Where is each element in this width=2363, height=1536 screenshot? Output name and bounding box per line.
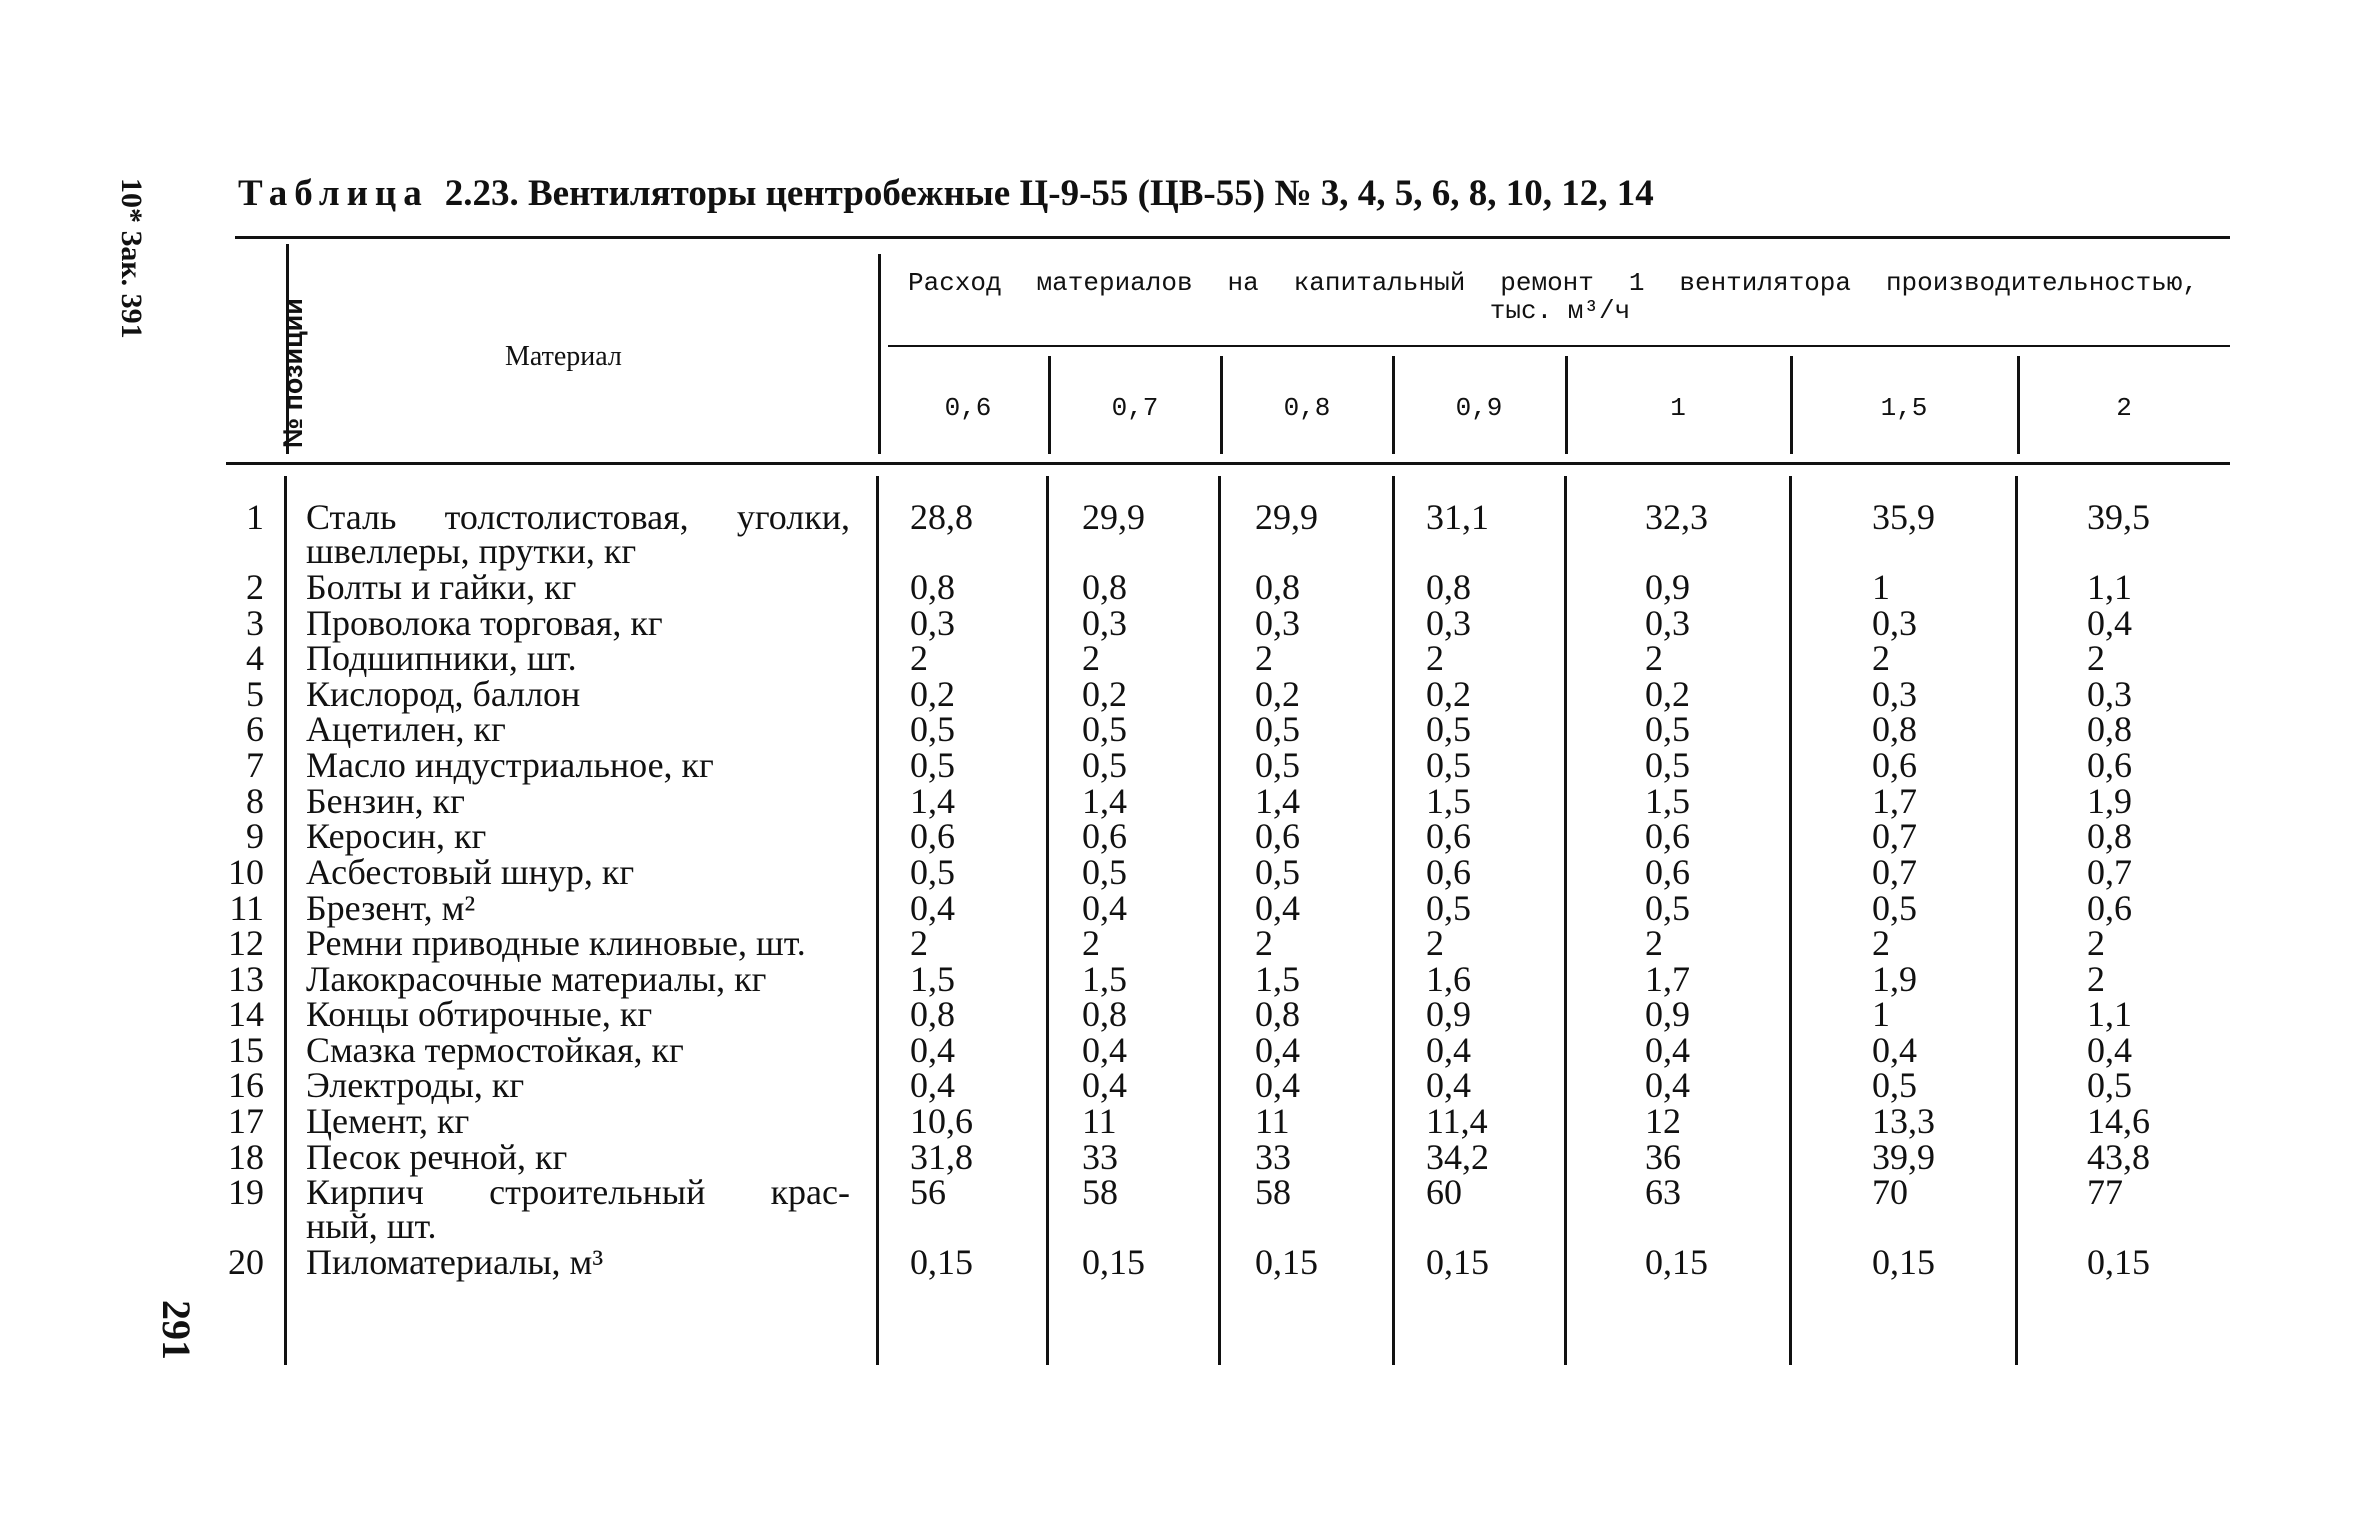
- table-title-lead: Таблица: [238, 173, 429, 214]
- consumption-value: 0,5: [2087, 1065, 2132, 1105]
- consumption-value: 0,8: [1872, 709, 1917, 749]
- consumption-value: 0,8: [2087, 709, 2132, 749]
- position-number: 2: [246, 567, 264, 607]
- consumption-value: 58: [1255, 1172, 1291, 1212]
- position-number: 16: [228, 1065, 264, 1105]
- capacity-header: 0,9: [1455, 393, 1503, 423]
- consumption-value: 0,6: [2087, 888, 2132, 928]
- header-bottom-rule: [226, 462, 2230, 465]
- material-name: Концы обтирочные, кг: [306, 994, 653, 1034]
- consumption-value: 0,4: [910, 888, 955, 928]
- consumption-value: 1,1: [2087, 994, 2132, 1034]
- consumption-value: 0,2: [1426, 674, 1471, 714]
- material-name: Цемент, кг: [306, 1101, 470, 1141]
- capacity-header: 0,8: [1283, 393, 1331, 423]
- consumption-value: 0,15: [1645, 1242, 1708, 1282]
- consumption-value: 0,6: [1426, 816, 1471, 856]
- consumption-value: 0,6: [1255, 816, 1300, 856]
- consumption-value: 0,5: [1255, 745, 1300, 785]
- consumption-value: 1,5: [1645, 781, 1690, 821]
- position-column-header: № позиции: [278, 298, 308, 448]
- consumption-value: 0,4: [1082, 1030, 1127, 1070]
- consumption-value: 39,9: [1872, 1137, 1935, 1177]
- position-number: 19: [228, 1172, 264, 1212]
- material-name: Масло индустриальное, кг: [306, 745, 714, 785]
- consumption-value: 1,1: [2087, 567, 2132, 607]
- consumption-value: 0,4: [1255, 888, 1300, 928]
- consumption-value: 0,5: [1645, 709, 1690, 749]
- position-number: 8: [246, 781, 264, 821]
- consumption-value: 0,15: [1872, 1242, 1935, 1282]
- consumption-value: 0,15: [1082, 1242, 1145, 1282]
- consumption-value: 2: [1426, 638, 1444, 678]
- column-divider: [1564, 476, 1567, 1365]
- material-name: Песок речной, кг: [306, 1137, 568, 1177]
- consumption-value: 0,8: [1082, 994, 1127, 1034]
- position-number: 7: [246, 745, 264, 785]
- caption-rule: [888, 345, 2230, 347]
- consumption-value: 1,4: [1255, 781, 1300, 821]
- capacity-header: 2: [2116, 393, 2132, 423]
- capacity-header: 0,7: [1111, 393, 1159, 423]
- column-divider: [876, 476, 879, 1365]
- material-name-continued: ный, шт.: [306, 1206, 437, 1246]
- consumption-value: 1,5: [1255, 959, 1300, 999]
- consumption-value: 0,7: [2087, 852, 2132, 892]
- consumption-value: 0,6: [1645, 852, 1690, 892]
- consumption-value: 58: [1082, 1172, 1118, 1212]
- consumption-value: 0,6: [1872, 745, 1917, 785]
- consumption-value: 32,3: [1645, 497, 1708, 537]
- consumption-value: 35,9: [1872, 497, 1935, 537]
- consumption-value: 0,5: [1872, 888, 1917, 928]
- table-title-text: 2.23. Вентиляторы центробежные Ц-9-55 (ЦВ-55) № 3, 4, 5, 6, 8, 10, 12, 14: [444, 173, 1654, 214]
- material-name: Бензин, кг: [306, 781, 465, 821]
- consumption-value: 0,4: [1255, 1030, 1300, 1070]
- column-divider: [1392, 476, 1395, 1365]
- consumption-value: 1,6: [1426, 959, 1471, 999]
- consumption-value: 0,6: [910, 816, 955, 856]
- consumption-value: 34,2: [1426, 1137, 1489, 1177]
- consumption-value: 1,5: [910, 959, 955, 999]
- page-number: 291: [154, 1300, 199, 1360]
- consumption-value: 0,3: [1255, 603, 1300, 643]
- consumption-value: 0,8: [2087, 816, 2132, 856]
- material-name: Брезент, м²: [306, 888, 476, 928]
- consumption-value: 0,5: [1426, 709, 1471, 749]
- consumption-value: 1,4: [910, 781, 955, 821]
- material-name: Керосин, кг: [306, 816, 487, 856]
- consumption-value: 0,9: [1645, 567, 1690, 607]
- consumption-value: 0,2: [1255, 674, 1300, 714]
- consumption-caption: Расход материалов на капитальный ремонт 1 вентилятора производительностью,: [908, 268, 2198, 298]
- consumption-value: 2: [1645, 638, 1663, 678]
- consumption-value: 0,3: [910, 603, 955, 643]
- consumption-value: 0,4: [2087, 603, 2132, 643]
- consumption-value: 2: [1872, 923, 1890, 963]
- consumption-value: 2: [1082, 638, 1100, 678]
- consumption-value: 0,8: [1082, 567, 1127, 607]
- consumption-value: 2: [2087, 638, 2105, 678]
- consumption-value: 36: [1645, 1137, 1681, 1177]
- column-divider: [1789, 476, 1792, 1365]
- consumption-value: 1: [1872, 994, 1890, 1034]
- position-number: 11: [229, 888, 264, 928]
- consumption-value: 2: [1255, 638, 1273, 678]
- consumption-value: 0,6: [1645, 816, 1690, 856]
- consumption-value: 43,8: [2087, 1137, 2150, 1177]
- consumption-value: 0,5: [910, 709, 955, 749]
- consumption-value: 1,9: [2087, 781, 2132, 821]
- position-number: 9: [246, 816, 264, 856]
- consumption-value: 29,9: [1082, 497, 1145, 537]
- position-number: 20: [228, 1242, 264, 1282]
- consumption-value: 2: [1645, 923, 1663, 963]
- consumption-value: 1,9: [1872, 959, 1917, 999]
- position-number: 10: [228, 852, 264, 892]
- consumption-value: 1,7: [1872, 781, 1917, 821]
- material-name: Лакокрасочные материалы, кг: [306, 959, 767, 999]
- table-title: [238, 172, 1654, 215]
- consumption-value: 2: [2087, 959, 2105, 999]
- consumption-value: 10,6: [910, 1101, 973, 1141]
- consumption-value: 0,2: [1082, 674, 1127, 714]
- consumption-value: 0,6: [1426, 852, 1471, 892]
- material-name: Кирпич строительный крас-: [306, 1172, 850, 1212]
- consumption-value: 0,4: [1082, 1065, 1127, 1105]
- consumption-value: 0,5: [910, 852, 955, 892]
- consumption-value: 11: [1082, 1101, 1117, 1141]
- consumption-value: 0,9: [1645, 994, 1690, 1034]
- column-divider: [284, 476, 287, 1365]
- consumption-value: 0,4: [1645, 1065, 1690, 1105]
- consumption-value: 0,3: [1426, 603, 1471, 643]
- consumption-value: 2: [2087, 923, 2105, 963]
- material-name-continued: швеллеры, прутки, кг: [306, 531, 637, 571]
- consumption-value: 0,3: [1872, 603, 1917, 643]
- consumption-value: 63: [1645, 1172, 1681, 1212]
- consumption-value: 70: [1872, 1172, 1908, 1212]
- column-divider: [878, 254, 881, 454]
- consumption-value: 2: [1426, 923, 1444, 963]
- consumption-value: 0,5: [1255, 852, 1300, 892]
- column-divider: [2015, 476, 2018, 1365]
- position-number: 6: [246, 709, 264, 749]
- consumption-value: 0,8: [910, 567, 955, 607]
- consumption-value: 0,3: [2087, 674, 2132, 714]
- consumption-value: 0,8: [1426, 567, 1471, 607]
- consumption-value: 11: [1255, 1101, 1290, 1141]
- consumption-value: 2: [910, 638, 928, 678]
- consumption-value: 0,5: [1082, 852, 1127, 892]
- position-number: 4: [246, 638, 264, 678]
- material-name: Болты и гайки, кг: [306, 567, 577, 607]
- consumption-value: 0,2: [1645, 674, 1690, 714]
- material-name: Смазка термостойкая, кг: [306, 1030, 684, 1070]
- consumption-value: 0,3: [1645, 603, 1690, 643]
- position-number: 13: [228, 959, 264, 999]
- consumption-value: 1,7: [1645, 959, 1690, 999]
- consumption-value: 56: [910, 1172, 946, 1212]
- consumption-value: 0,6: [2087, 745, 2132, 785]
- consumption-value: 33: [1082, 1137, 1118, 1177]
- consumption-value: 39,5: [2087, 497, 2150, 537]
- consumption-value: 1,5: [1082, 959, 1127, 999]
- consumption-value: 60: [1426, 1172, 1462, 1212]
- consumption-value: 31,8: [910, 1137, 973, 1177]
- column-divider: [1046, 476, 1049, 1365]
- consumption-value: 0,7: [1872, 816, 1917, 856]
- consumption-value: 0,15: [2087, 1242, 2150, 1282]
- consumption-value: 14,6: [2087, 1101, 2150, 1141]
- position-number: 18: [228, 1137, 264, 1177]
- side-note: 10* Зак. 391: [115, 178, 148, 339]
- consumption-value: 0,8: [1255, 567, 1300, 607]
- consumption-value: 0,4: [910, 1030, 955, 1070]
- position-number: 12: [228, 923, 264, 963]
- consumption-value: 0,5: [1426, 745, 1471, 785]
- consumption-caption-unit: тыс. м³/ч: [1489, 296, 1631, 326]
- material-name: Кислород, баллон: [306, 674, 581, 714]
- consumption-value: 2: [1255, 923, 1273, 963]
- material-name: Электроды, кг: [306, 1065, 525, 1105]
- capacity-header: 1,5: [1880, 393, 1928, 423]
- consumption-value: 2: [1082, 923, 1100, 963]
- consumption-value: 0,4: [1426, 1030, 1471, 1070]
- consumption-value: 0,4: [1426, 1065, 1471, 1105]
- position-number: 17: [228, 1101, 264, 1141]
- consumption-value: 0,8: [910, 994, 955, 1034]
- material-column-header: Материал: [505, 341, 622, 372]
- consumption-value: 0,5: [1645, 888, 1690, 928]
- consumption-value: 0,7: [1872, 852, 1917, 892]
- consumption-value: 0,5: [910, 745, 955, 785]
- column-divider: [1218, 476, 1221, 1365]
- position-number: 1: [246, 497, 264, 537]
- consumption-value: 28,8: [910, 497, 973, 537]
- top-rule: [235, 236, 2230, 239]
- consumption-value: 0,4: [1255, 1065, 1300, 1105]
- consumption-value: 0,15: [910, 1242, 973, 1282]
- consumption-value: 2: [910, 923, 928, 963]
- consumption-value: 1: [1872, 567, 1890, 607]
- material-name: Пиломатериалы, м³: [306, 1242, 604, 1282]
- consumption-value: 33: [1255, 1137, 1291, 1177]
- consumption-value: 1,5: [1426, 781, 1471, 821]
- consumption-value: 0,15: [1255, 1242, 1318, 1282]
- consumption-value: 1,4: [1082, 781, 1127, 821]
- material-name: Ацетилен, кг: [306, 709, 506, 749]
- consumption-value: 0,2: [910, 674, 955, 714]
- capacity-header: 0,6: [944, 393, 992, 423]
- consumption-value: 29,9: [1255, 497, 1318, 537]
- consumption-value: 0,4: [2087, 1030, 2132, 1070]
- capacity-header: 1: [1670, 393, 1686, 423]
- consumption-value: 0,4: [1645, 1030, 1690, 1070]
- material-name: Ремни приводные клиновые, шт.: [306, 923, 806, 963]
- consumption-value: 0,3: [1082, 603, 1127, 643]
- consumption-value: 0,8: [1255, 994, 1300, 1034]
- material-name: Проволока торговая, кг: [306, 603, 663, 643]
- position-number: 3: [246, 603, 264, 643]
- consumption-value: 0,5: [1082, 709, 1127, 749]
- consumption-value: 77: [2087, 1172, 2123, 1212]
- consumption-value: 0,4: [1872, 1030, 1917, 1070]
- consumption-value: 31,1: [1426, 497, 1489, 537]
- consumption-value: 0,6: [1082, 816, 1127, 856]
- material-name: Асбестовый шнур, кг: [306, 852, 635, 892]
- consumption-value: 0,5: [1872, 1065, 1917, 1105]
- consumption-value: 0,3: [1872, 674, 1917, 714]
- consumption-value: 0,5: [1426, 888, 1471, 928]
- consumption-value: 0,5: [1082, 745, 1127, 785]
- consumption-value: 2: [1872, 638, 1890, 678]
- consumption-value: 12: [1645, 1101, 1681, 1141]
- consumption-value: 0,4: [910, 1065, 955, 1105]
- consumption-value: 0,9: [1426, 994, 1471, 1034]
- position-number: 14: [228, 994, 264, 1034]
- position-number: 15: [228, 1030, 264, 1070]
- consumption-value: 11,4: [1426, 1101, 1488, 1141]
- consumption-value: 13,3: [1872, 1101, 1935, 1141]
- material-name: Сталь толстолистовая, уголки,: [306, 497, 850, 537]
- consumption-value: 0,5: [1645, 745, 1690, 785]
- consumption-value: 0,15: [1426, 1242, 1489, 1282]
- material-name: Подшипники, шт.: [306, 638, 577, 678]
- consumption-value: 0,5: [1255, 709, 1300, 749]
- consumption-value: 0,4: [1082, 888, 1127, 928]
- position-number: 5: [246, 674, 264, 714]
